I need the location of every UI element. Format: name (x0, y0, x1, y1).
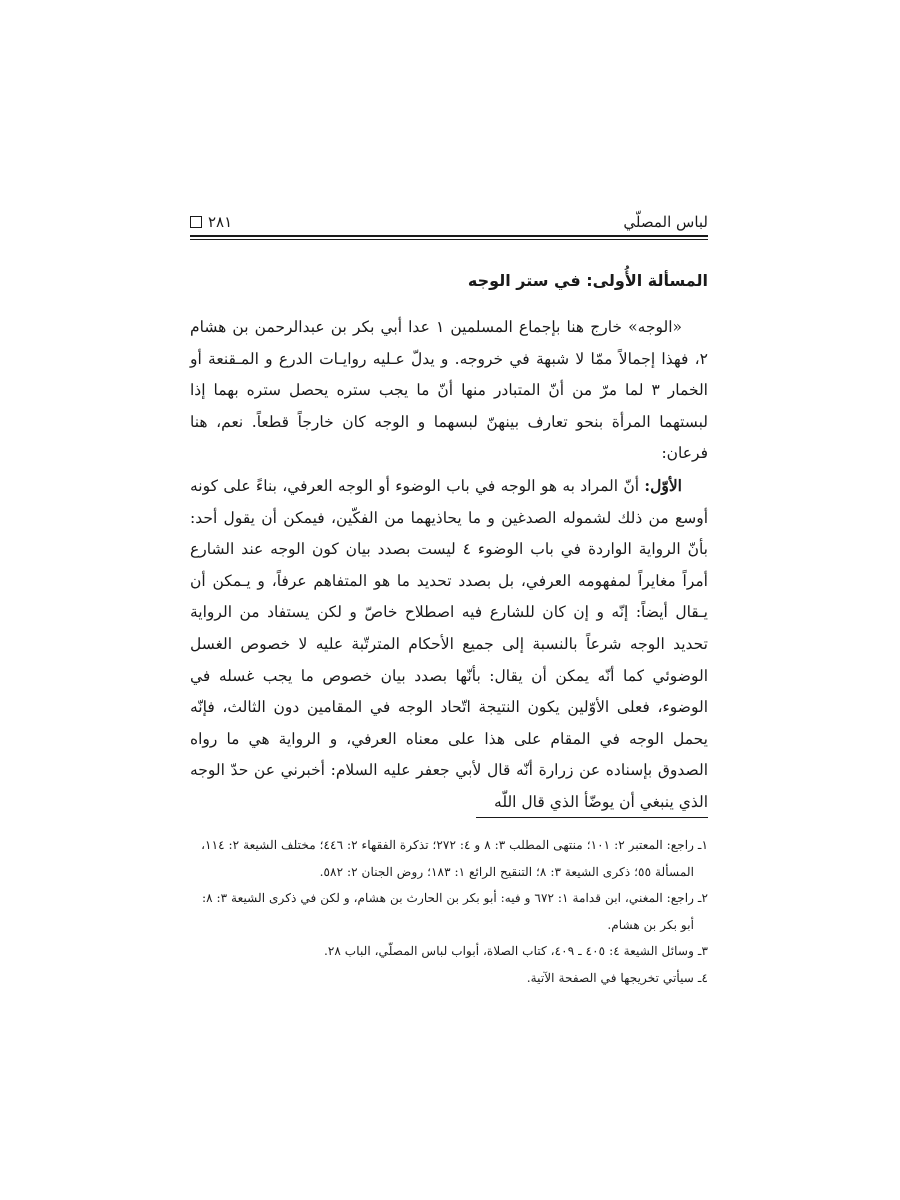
paragraph-1: «الوجه» خارج هنا بإجماع المسلمين ١ عدا أبي بكر بن عبدالرحمن بن هشام ٢، فهذا إجمالاً ممّا لا شبهة في خروجه. و يدلّ عـليه روايـات الدرع و المـقنعة أو الخمار ٣ لما مرّ من أنّ المتبادر منها أنّ ما يجب ستره يحصل ستره بهما إذا لبستهما المرأة بنحو تعارف بينهنّ لبسهما و الوجه كان خارجاً قطعاً. نعم، هنا فرعان: (190, 318, 708, 463)
footnote-1: ١ـ راجع: المعتبر ٢: ١٠١؛ منتهى المطلب ٣: ٨ و ٤: ٢٧٢؛ تذكرة الفقهاء ٢: ٤٤٦؛ مختلف الشيعة ٢: ١١٤، (201, 838, 708, 852)
running-header (190, 195, 708, 231)
footnote-2: ٢ـ راجع: المغني، ابن قدامة ١: ٦٧٢ و فيه: أبو بكر بن الحارث بن هشام، و لكن في ذكرى الشيعة ٣: ٨: (202, 891, 708, 905)
footnote-rule (476, 817, 708, 818)
page-number-group (190, 213, 232, 231)
body-text (190, 312, 708, 819)
footnote-2-cont: أبو بكر بن هشام. (607, 917, 694, 932)
footnote-3: ٣ـ وسائل الشيعة ٤: ٤٠٥ ـ ٤٠٩، كتاب الصلاة، أبواب لباس المصلّي، الباب ٢٨. (323, 944, 708, 958)
paragraph-2-lead: الأوّل: (644, 475, 682, 495)
paragraph-2 (190, 470, 708, 819)
header-rule (190, 235, 708, 237)
paragraph-2-text: أنّ المراد به هو الوجه في باب الوضوء أو الوجه العرفي، بناءً على كونه أوسع من ذلك لشموله الصدغين و ما يحاذيهما من الفكّين، فيمكن أن يقول أحد: بأنّ الرواية الواردة في باب الوضوء ٤ ليست بصدد بيان كون الوجه عند الشارع أمراً مغايراً لمفهومه العرفي، بل بصدد تحديد ما هو المتفاهم عرفاً، و يـمكن أن يـقال أيضاً: إنّه و إن كان للشارع فيه اصطلاح خاصّ و لكن يستفاد من الرواية تحديد الوجه شرعاً بالنسبة إلى جميع الأحكام المترتّبة عليه لا خصوص الغسل الوضوئي كما أنّه يمكن أن يقال: بأنّها بصدد بيان خصوص ما يجب غسله في الوضوء، فعلى الأوّلين يكون النتيجة اتّحاد الوجه في المقامين دون الثالث، فإنّه يحمل الوجه في المقام على هذا على معناه العرفي، و الرواية هي ما رواه الصدوق بإسناده عن زرارة أنّه قال لأبي جعفر عليه السلام: أخبرني عن حدّ الوجه الذي ينبغي أن يوضّأ الذي قال اللّه (190, 476, 708, 811)
section-heading: المسألة الأُولى: في ستر الوجه (467, 271, 708, 290)
footnote-1-cont: المسألة ٥٥؛ ذكرى الشيعة ٣: ٨؛ التنقيح الرائع ١: ١٨٣؛ روض الجنان ٢: ٥٨٢. (319, 864, 694, 879)
running-title: لباس المصلّي (623, 213, 708, 231)
header-rule-thin (190, 239, 708, 240)
book-page (190, 195, 708, 1015)
footnotes (190, 833, 708, 992)
square-icon (190, 216, 202, 228)
page-number: ٢٨١ (208, 213, 233, 231)
footnote-4: ٤ـ سيأتي تخريجها في الصفحة الآتية. (526, 970, 708, 985)
